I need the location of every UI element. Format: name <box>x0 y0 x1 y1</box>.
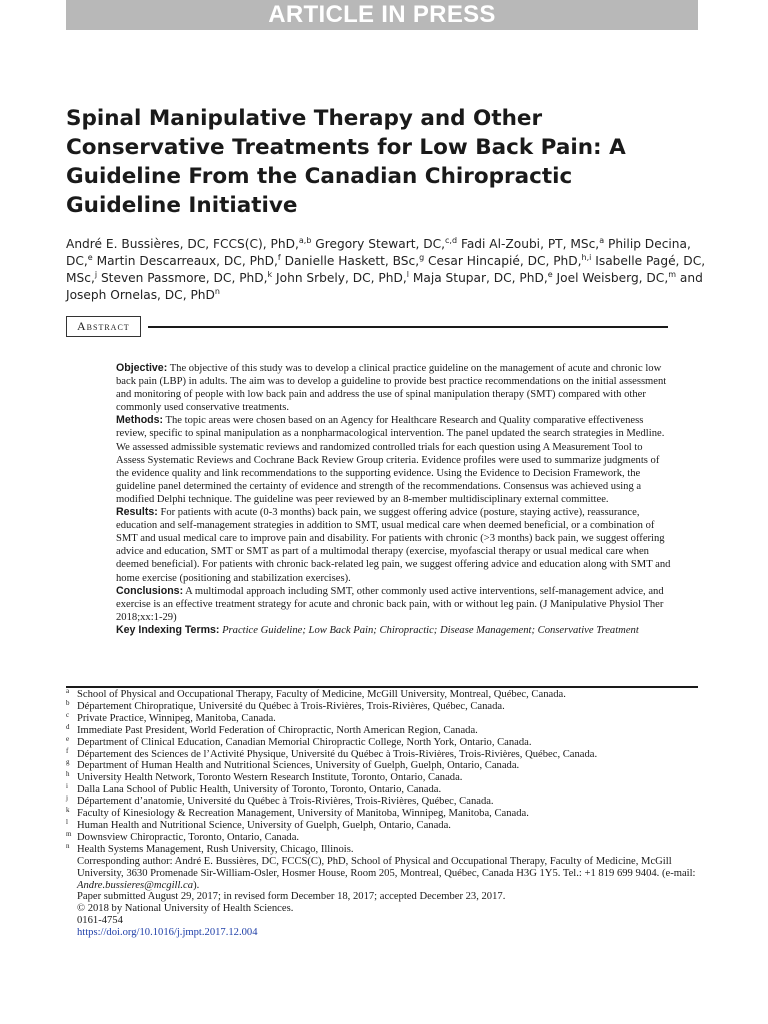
affiliation-text: University Health Network, Toronto Western Research Institute, Toronto, Ontario, Canada. <box>77 772 463 784</box>
author <box>557 271 676 285</box>
author-affiliation-mark: n <box>214 286 220 296</box>
author <box>413 271 553 285</box>
author <box>276 271 409 285</box>
affiliation-mark: b <box>66 698 70 707</box>
affiliation-item <box>66 784 706 796</box>
author-name: Joel Weisberg, DC, <box>556 271 669 285</box>
affiliation-text: Private Practice, Winnipeg, Manitoba, Canada. <box>77 712 276 724</box>
affiliation-item <box>66 710 706 725</box>
affiliation-item <box>66 829 706 844</box>
affiliation-mark: a <box>66 687 70 695</box>
author-affiliation-mark: a,b <box>298 235 312 245</box>
author-name: John Srbely, DC, PhD, <box>276 271 407 285</box>
author <box>428 254 591 268</box>
author <box>101 271 272 285</box>
author-name: and Joseph Ornelas, DC, PhD <box>66 271 703 302</box>
conclusions-text: A multimodal approach including SMT, other commonly used active interventions, self-management advice, and exercise is an effective treatment strategy for acute and chronic back pain, with or without leg pain. (J Manipulative Physiol Ther 2018;xx:1-29) <box>116 585 664 623</box>
affiliation-text: Department of Human Health and Nutritional Sciences, University of Guelph, Guelph, Ontario, Canada. <box>77 760 520 772</box>
author <box>97 254 281 268</box>
affiliation-text: Département d’anatomie, Université du Québec à Trois-Rivières, Trois-Rivières, Québec, Canada. <box>77 796 494 808</box>
abstract-conclusions <box>116 585 672 624</box>
author-affiliation-mark: g <box>419 252 425 262</box>
abstract-methods <box>116 414 672 506</box>
affiliation-mark: j <box>66 794 68 803</box>
affiliation-text: Downsview Chiropractic, Toronto, Ontario, Canada. <box>77 831 300 843</box>
abstract-body <box>116 362 672 637</box>
affiliation-text: Health Systems Management, Rush University, Chicago, Illinois. <box>77 843 354 855</box>
author-affiliation-mark: e <box>87 252 93 262</box>
author-name: Maja Stupar, DC, PhD, <box>412 271 548 285</box>
author <box>315 237 457 251</box>
affiliation-item <box>66 796 706 808</box>
correspondence-note <box>66 856 706 892</box>
copyright-line: © 2018 by National University of Health Sciences. <box>77 903 294 915</box>
affiliation-text: Human Health and Nutritional Science, University of Guelph, Guelph, Ontario, Canada. <box>77 819 451 831</box>
author-name: Isabelle Pagé, DC, MSc, <box>66 254 706 285</box>
author-affiliation-mark: j <box>94 269 98 279</box>
affiliation-mark: i <box>66 782 68 791</box>
abstract-results <box>116 506 672 585</box>
affiliation-item <box>66 808 706 820</box>
author-list <box>66 236 706 304</box>
objective-label: Objective: <box>116 362 168 374</box>
affiliation-item <box>66 722 706 737</box>
results-label: Results: <box>116 506 158 519</box>
author-affiliation-mark: l <box>406 269 409 279</box>
affiliation-item <box>66 698 706 713</box>
objective-text: The objective of this study was to develop a clinical practice guideline on the management of acute and chronic low back pain (LBP) in adults. The aim was to develop a guideline to provide best practice recommendations on the initial assessment and monitoring of people with low back pain and address the use of spinal manipulation therapy (SMT) compared with other commonly used conservative treatments. <box>116 363 667 414</box>
abstract-rule <box>148 326 668 328</box>
correspondence-email[interactable]: Andre.bussieres@mcgill.ca <box>77 879 194 891</box>
author-affiliation-mark: f <box>277 252 281 262</box>
footnote-rule <box>66 686 698 688</box>
article-in-press-banner: ARTICLE IN PRESS <box>66 0 698 30</box>
author <box>66 237 311 251</box>
affiliation-mark: f <box>66 746 69 755</box>
methods-text: The topic areas were chosen based on an Agency for Healthcare Research and Quality comparative effectiveness review, specific to spinal manipulation as a nonpharmacological intervention. The panel updated the search strategies in Medline. We assessed admissible systematic reviews and randomized controlled trials for each question using A Measurement Tool to Assess Systematic Reviews and Cochrane Back Review Group criteria. Evidence profiles were used to summarize judgments of the evidence quality and link recommendations to the supporting evidence. Using the Evidence to Decision Framework, the guideline panel determined the certainty of evidence and strength of the recommendations. Consensus was achieved using a modified Delphi technique. The guideline was peer reviewed by an 8-member multidisciplinary external committee. <box>116 415 665 505</box>
submission-dates: Paper submitted August 29, 2017; in revised form December 18, 2017; accepted December 23, 2017. <box>77 891 506 903</box>
author <box>461 237 604 251</box>
abstract-heading-box <box>66 316 141 338</box>
correspondence-suffix: ). <box>193 879 200 891</box>
abstract-objective <box>116 362 672 414</box>
affiliation-item <box>66 734 706 749</box>
keywords-label: Key Indexing Terms: <box>116 623 220 636</box>
keywords-text: Practice Guideline; Low Back Pain; Chiropractic; Disease Management; Conservative Treatment <box>219 624 639 636</box>
author-affiliation-mark: h,i <box>581 252 592 262</box>
affiliation-item <box>66 772 706 784</box>
results-text: For patients with acute (0-3 months) back pain, we suggest offering advice (posture, staying active), reassurance, education and self-management strategies in addition to SMT, usual medical care when deemed beneficial, or a combination of SMT and usual medical care to improve pain and disability. For patients with chronic (>3 months) back pain, we suggest offering advice and education, SMT or SMT as part of a multimodal therapy (exercise, myofascial therapy or usual medical care when deemed beneficial). For patients with chronic back-related leg pain, we suggest offering advice and education along with SMT and home exercise (positioning and stabilization exercises). <box>116 507 671 584</box>
affiliation-item <box>66 817 706 832</box>
author-name: Gregory Stewart, DC, <box>315 237 446 251</box>
conclusions-label: Conclusions: <box>116 584 184 597</box>
affiliation-mark: m <box>66 829 72 838</box>
methods-label: Methods: <box>116 414 164 427</box>
abstract-heading: Abstract <box>66 316 141 337</box>
author-affiliation-mark: m <box>668 269 676 279</box>
affiliation-mark: g <box>66 758 70 767</box>
affiliation-item <box>66 760 706 772</box>
affiliation-mark: d <box>66 722 70 731</box>
author-affiliation-mark: c,d <box>445 235 458 245</box>
affiliation-text: Département des Sciences de l’Activité Physique, Université du Québec à Trois-Rivières, Trois-Rivières, Québec, Canada. <box>77 748 598 760</box>
author-name: Cesar Hincapié, DC, PhD, <box>428 254 582 268</box>
article-title: Spinal Manipulative Therapy and Other Conservative Treatments for Low Back Pain: A Guideline From the Canadian Chiropractic Guideline Initiative <box>66 106 626 218</box>
affiliation-item <box>66 689 706 701</box>
affiliation-text: Dalla Lana School of Public Health, University of Toronto, Toronto, Ontario, Canada. <box>77 784 442 796</box>
author-affiliation-mark: a <box>599 235 605 245</box>
correspondence-text: Corresponding author: André E. Bussières, DC, FCCS(C), PhD, School of Physical and Occupational Therapy, Faculty of Medicine, McGill University, 3630 Promenade Sir-William-Osler, Hosmer House, Room 205, Montreal, Québec, Canada H3G 1Y5. Tel.: +1 819 699 9404. (e-mail: <box>77 855 696 879</box>
author-name: Danielle Haskett, BSc, <box>284 254 420 268</box>
author-name: Martin Descarreaux, DC, PhD, <box>96 254 278 268</box>
affiliation-text: Department of Clinical Education, Canadian Memorial Chiropractic College, North York, Ontario, Canada. <box>77 736 532 748</box>
affiliation-mark: e <box>66 734 70 743</box>
doi-link[interactable]: https://doi.org/10.1016/j.jmpt.2017.12.004 <box>77 927 258 939</box>
affiliation-mark: l <box>66 817 68 826</box>
affiliation-text: Immediate Past President, World Federation of Chiropractic, North American Region, Canada. <box>77 724 478 736</box>
affiliation-mark: c <box>66 710 70 719</box>
issn: 0161-4754 <box>77 915 123 927</box>
affiliation-text: School of Physical and Occupational Therapy, Faculty of Medicine, McGill University, Montreal, Québec, Canada. <box>77 689 566 700</box>
affiliation-mark: h <box>66 770 70 779</box>
author-affiliation-mark: e <box>547 269 553 279</box>
affiliation-text: Département Chiropratique, Université du Québec à Trois-Rivières, Trois-Rivières, Québec, Canada. <box>77 700 505 712</box>
affiliation-mark: n <box>66 841 70 850</box>
affiliation-item <box>66 841 706 856</box>
author-name: Philip Decina, DC, <box>66 237 691 268</box>
author <box>285 254 425 268</box>
affiliation-item <box>66 746 706 761</box>
affiliation-list <box>66 689 706 856</box>
footnotes <box>66 689 706 939</box>
affiliation-text: Faculty of Kinesiology & Recreation Management, University of Manitoba, Winnipeg, Manitoba, Canada. <box>77 808 529 820</box>
affiliation-mark: k <box>66 806 70 815</box>
author-name: André E. Bussières, DC, FCCS(C), PhD, <box>66 237 299 251</box>
abstract-keywords <box>116 624 672 637</box>
author-affiliation-mark: k <box>267 269 273 279</box>
author-name: Fadi Al-Zoubi, PT, MSc, <box>460 237 600 251</box>
author-name: Steven Passmore, DC, PhD, <box>100 271 268 285</box>
